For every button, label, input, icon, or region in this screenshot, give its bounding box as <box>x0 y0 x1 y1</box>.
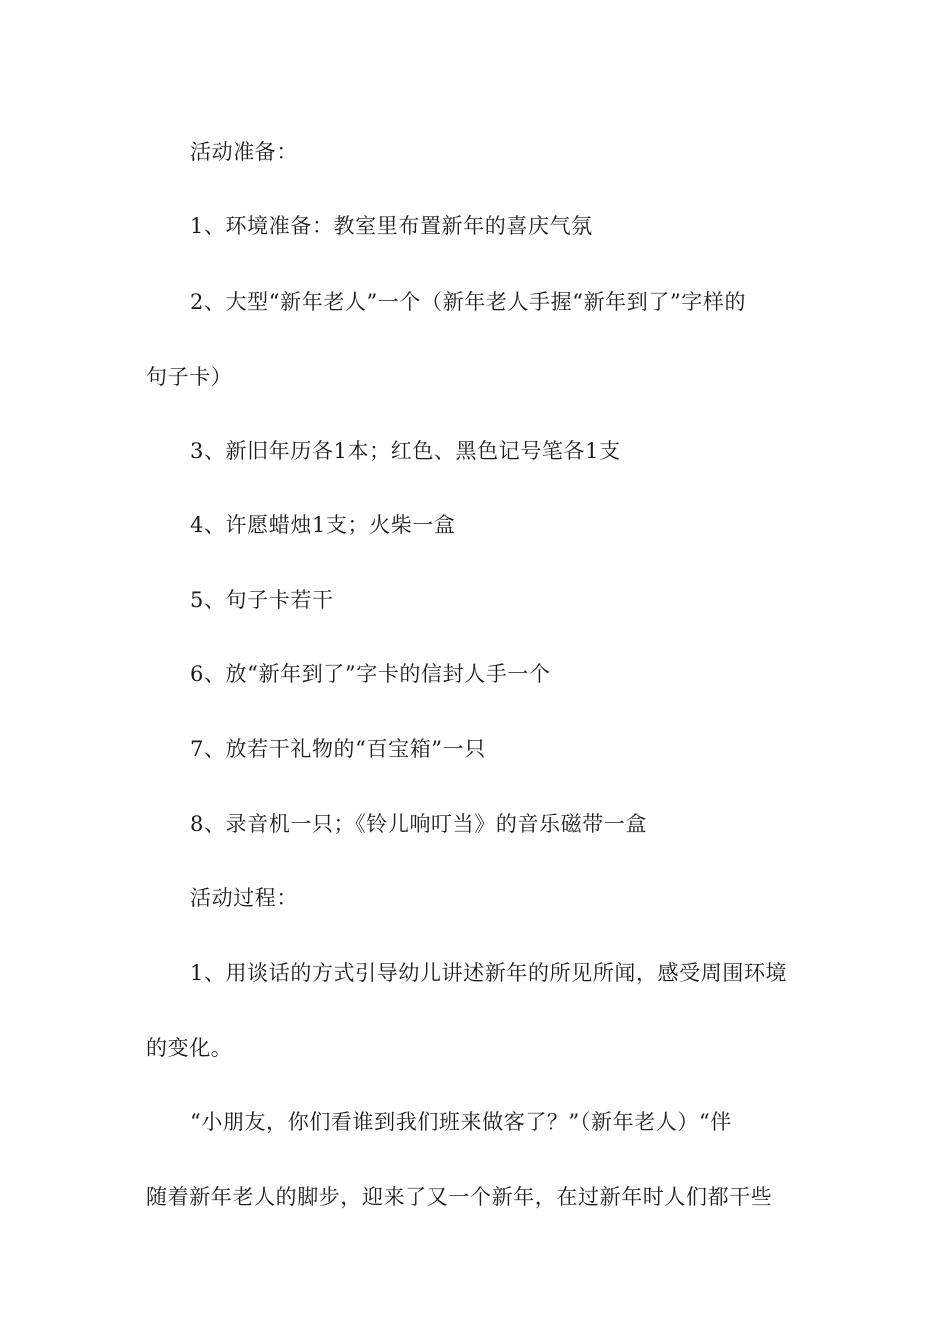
section-heading-process: 活动过程： <box>190 886 298 910</box>
process-step-1: 1、用谈话的方式引导幼儿讲述新年的所见所闻，感受周围环境 <box>190 961 788 985</box>
list-item-8: 8、录音机一只；《铃儿响叮当》的音乐磁带一盒 <box>190 812 648 836</box>
list-item-1: 1、环境准备：教室里布置新年的喜庆气氛 <box>190 214 593 238</box>
list-item-4: 4、许愿蜡烛1支；火柴一盒 <box>190 513 456 537</box>
list-item-6: 6、放“新年到了”字卡的信封人手一个 <box>190 662 551 686</box>
dialogue-paragraph-continuation: 随着新年老人的脚步，迎来了又一个新年，在过新年时人们都干些 <box>146 1185 773 1209</box>
list-item-7: 7、放若干礼物的“百宝箱”一只 <box>190 737 486 761</box>
list-item-3: 3、新旧年历各1本；红色、黑色记号笔各1支 <box>190 439 621 463</box>
dialogue-paragraph: “小朋友，你们看谁到我们班来做客了？”（新年老人）“伴 <box>190 1110 732 1134</box>
list-item-2: 2、大型“新年老人”一个（新年老人手握“新年到了”字样的 <box>190 290 747 314</box>
process-step-1-continuation: 的变化。 <box>146 1036 233 1060</box>
list-item-5: 5、句子卡若干 <box>190 588 334 612</box>
list-item-2-continuation: 句子卡） <box>146 365 233 389</box>
section-heading-preparation: 活动准备： <box>190 140 298 164</box>
